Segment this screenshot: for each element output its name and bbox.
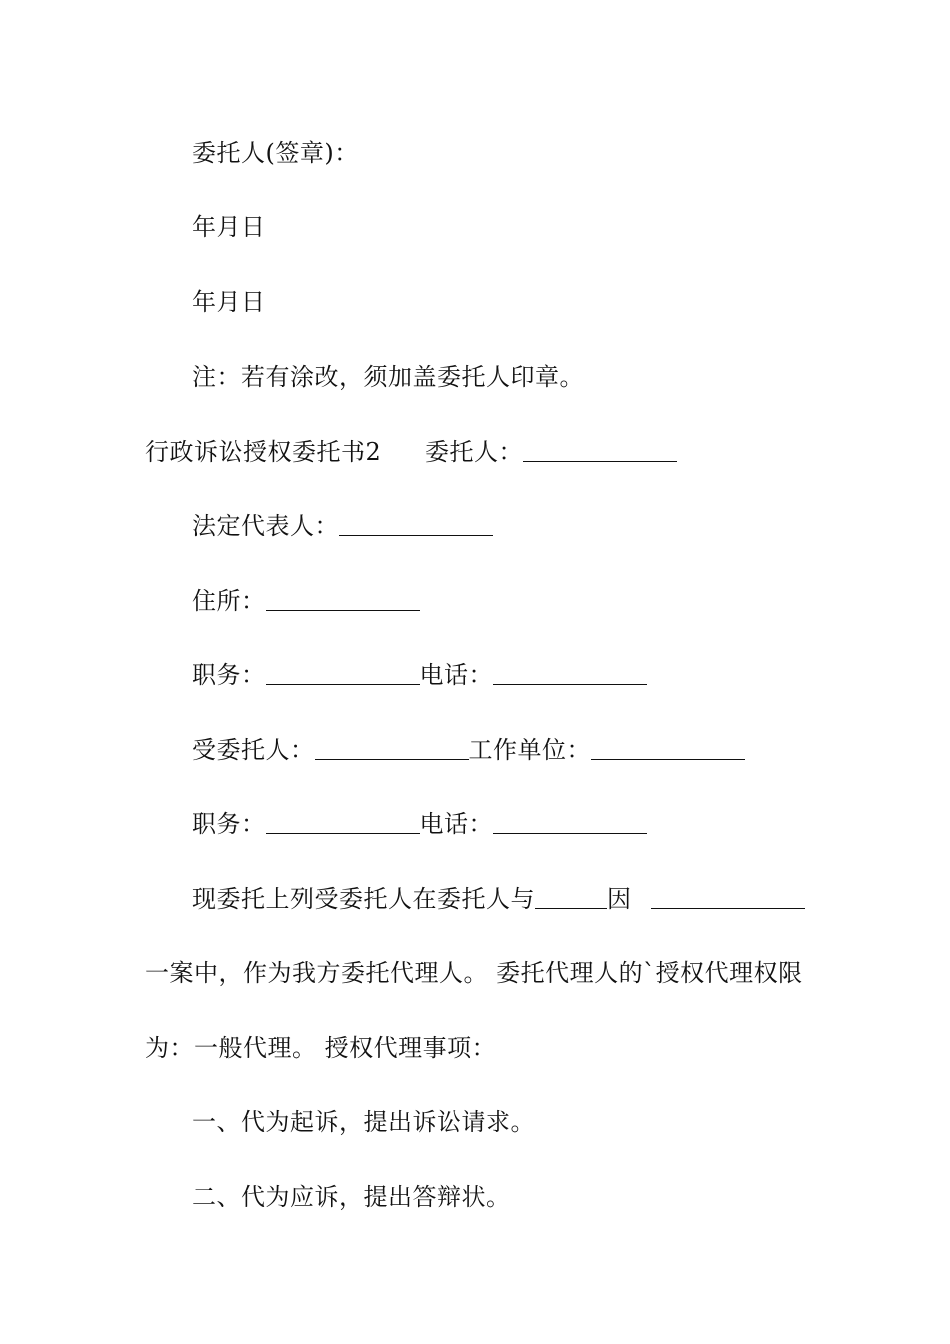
cause-blank-wrap [651, 884, 805, 914]
cause-blank [651, 886, 805, 909]
date-line-2 [192, 287, 266, 317]
position-blank-2 [266, 811, 420, 834]
workplace-label: 工作单位： [468, 736, 591, 764]
phone-label-2: 电话： [419, 810, 493, 838]
item-text-1: 一、代为起诉，提出诉讼请求。 [192, 1108, 535, 1136]
paragraph-line-3 [145, 1033, 496, 1063]
agent-line [192, 735, 745, 765]
address-label: 住所： [192, 587, 266, 615]
paragraph-text-3: 为：一般代理。 授权代理事项： [145, 1034, 497, 1062]
phone-blank-2 [493, 811, 647, 834]
signature-label: 委托人(签章)： [192, 139, 359, 167]
note-text: 注：若有涂改，须加盖委托人印章。 [192, 363, 584, 391]
legal-rep-blank [339, 513, 493, 536]
client-blank [523, 439, 677, 462]
position-phone-line-2 [192, 809, 647, 839]
legal-rep-line [192, 511, 493, 541]
legal-rep-label: 法定代表人： [192, 512, 339, 540]
position-blank-1 [266, 662, 420, 685]
item-line-1 [192, 1107, 535, 1137]
item-text-2: 二、代为应诉，提出答辩状。 [192, 1183, 511, 1211]
opponent-blank [535, 886, 607, 909]
date-label-2: 年月日 [192, 288, 266, 316]
note-line [192, 362, 584, 392]
workplace-blank [591, 737, 745, 760]
date-line-1 [192, 212, 266, 242]
document-title: 行政诉讼授权委托书2 [145, 438, 382, 466]
agent-label: 受委托人： [192, 736, 315, 764]
title-line [145, 437, 381, 467]
agent-blank [315, 737, 469, 760]
position-phone-line-1 [192, 660, 647, 690]
phone-label-1: 电话： [419, 661, 493, 689]
client-line [425, 437, 677, 467]
position-label-1: 职务： [192, 661, 266, 689]
client-label: 委托人： [425, 438, 523, 466]
date-label-1: 年月日 [192, 213, 266, 241]
paragraph-text-2: 一案中，作为我方委托代理人。 委托代理人的`授权代理权限 [145, 959, 803, 987]
phone-blank-1 [493, 662, 647, 685]
address-blank [266, 588, 420, 611]
signature-line [192, 138, 359, 168]
paragraph-text-1a: 现委托上列受委托人在委托人与 [192, 885, 535, 913]
address-line [192, 586, 420, 616]
paragraph-text-1b: 因 [607, 885, 632, 913]
paragraph-line-2 [145, 958, 803, 988]
position-label-2: 职务： [192, 810, 266, 838]
item-line-2 [192, 1182, 511, 1212]
paragraph-line-1 [192, 884, 632, 914]
